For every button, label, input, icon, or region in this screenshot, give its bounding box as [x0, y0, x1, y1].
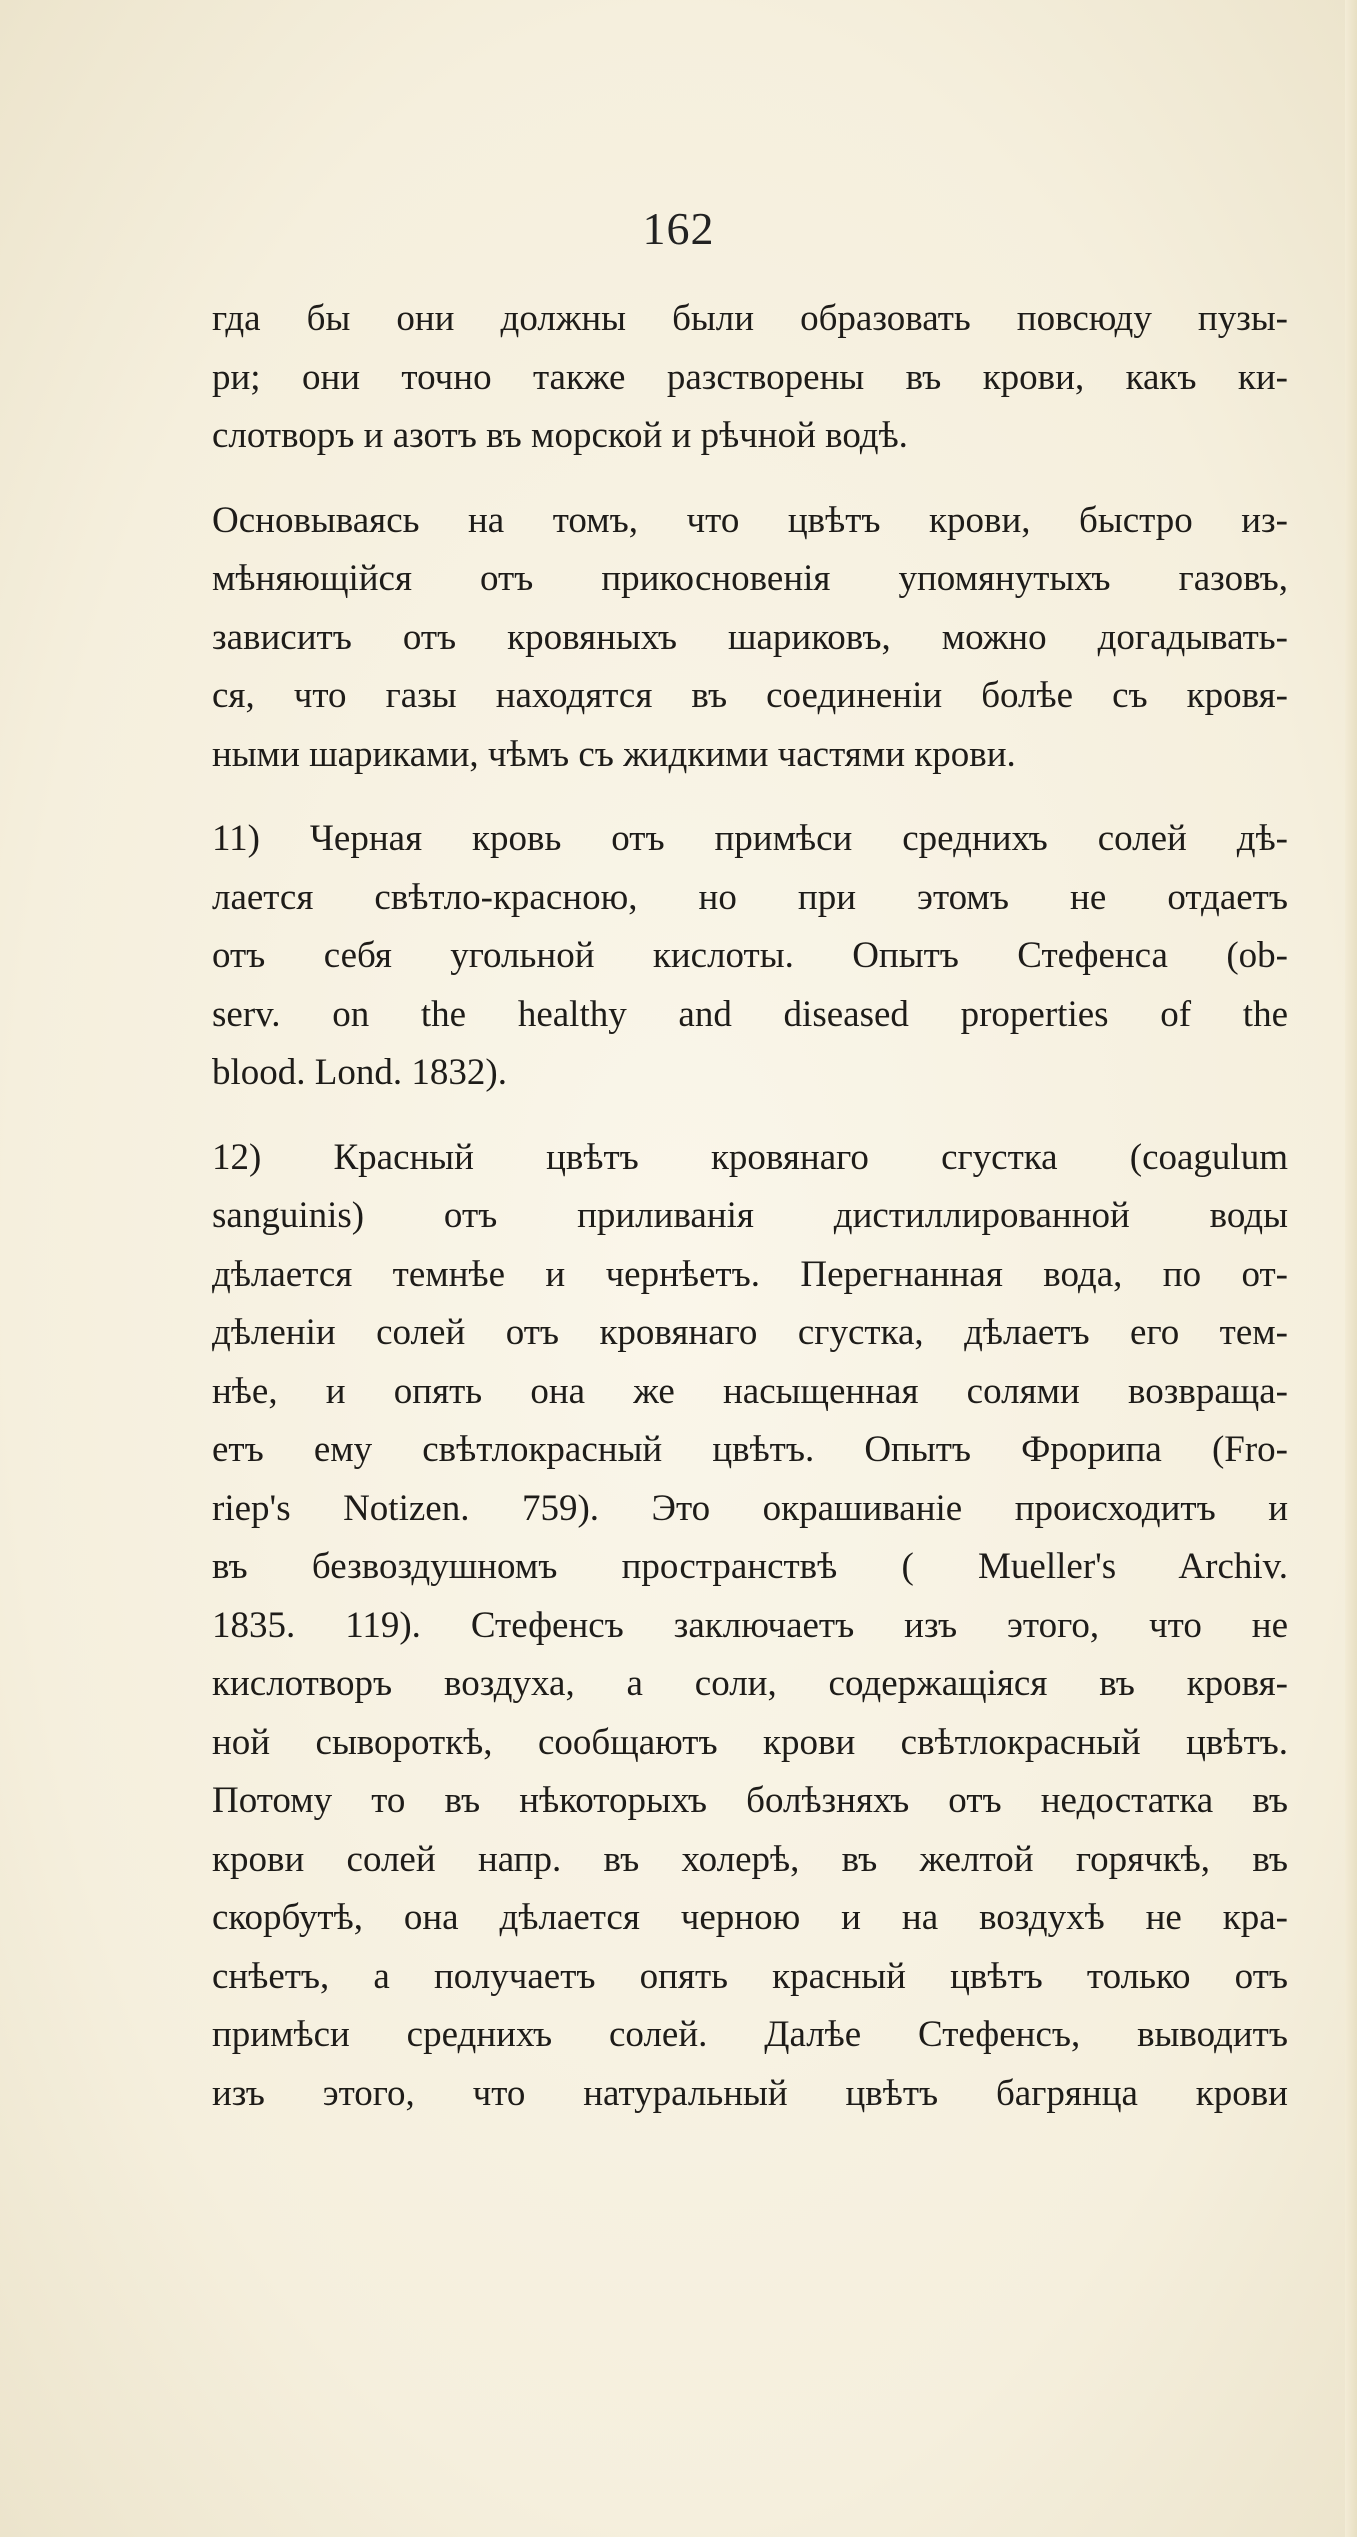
paragraph-4 — [212, 1129, 1288, 2124]
text-line: скорбутѣ, она дѣлается черною и на воздухѣ не кра- — [212, 1897, 1288, 1938]
text-line: sanguinis) отъ приливанiя дистиллированной воды — [212, 1195, 1288, 1236]
text-line: етъ ему свѣтлокрасный цвѣтъ. Опытъ Фрорипа (Fro- — [212, 1429, 1288, 1470]
text-line: riep's Notizen. 759). Это окрашиванiе происходитъ и — [212, 1487, 1288, 1529]
text-line: дѣлается темнѣе и чернѣетъ. Перегнанная вода, по от- — [212, 1253, 1288, 1295]
paragraph-3 — [212, 810, 1288, 1103]
paragraph-1 — [212, 290, 1288, 466]
text-line: Потому то въ нѣкоторыхъ болѣзняхъ отъ недостатка въ — [212, 1780, 1288, 1821]
text-line: ной сывороткѣ, сообщаютъ крови свѣтлокрасный цвѣтъ. — [212, 1721, 1288, 1763]
paragraph-2 — [212, 492, 1288, 785]
text-line: зависитъ отъ кровяныхъ шариковъ, можно догадывать- — [212, 616, 1288, 658]
text-line: гда бы они должны были образовать повсюду пузы- — [212, 298, 1288, 339]
text-line: слотворъ и азотъ въ морской и рѣчной водѣ. — [212, 415, 908, 456]
text-line: 1835. 119). Стефенсъ заключаетъ изъ этого, что не — [212, 1604, 1288, 1646]
body-text — [212, 290, 1288, 2123]
text-line: Основываясь на томъ, что цвѣтъ крови, быстро из- — [212, 499, 1288, 541]
text-line: дѣленiи солей отъ кровянаго сгустка, дѣлаетъ его тем- — [212, 1312, 1288, 1353]
page-number: 162 — [642, 203, 715, 254]
text-line: кислотворъ воздуха, а соли, содержащiяся въ кровя- — [212, 1663, 1288, 1704]
text-line: нѣе, и опять она же насыщенная солями возвраща- — [212, 1370, 1288, 1412]
text-line: 11) Черная кровь отъ примѣси среднихъ солей дѣ- — [212, 818, 1288, 859]
text-line: въ безвоздушномъ пространствѣ ( Mueller's Archiv. — [212, 1546, 1288, 1587]
text-line: отъ себя угольной кислоты. Опытъ Стефенса (ob- — [212, 935, 1288, 976]
text-line: крови солей напр. въ холерѣ, въ желтой горячкѣ, въ — [212, 1838, 1288, 1880]
text-line: лается свѣтло-красною, но при этомъ не отдаетъ — [212, 876, 1288, 918]
text-line: изъ этого, что натуральный цвѣтъ багрянца крови — [212, 2072, 1288, 2114]
text-line: снѣетъ, а получаетъ опять красный цвѣтъ только отъ — [212, 1955, 1288, 1997]
page-edge — [1345, 0, 1357, 2537]
text-line: примѣси среднихъ солей. Далѣе Стефенсъ, выводитъ — [212, 2014, 1288, 2055]
text-line: 12) Красный цвѣтъ кровянаго сгустка (coagulum — [212, 1136, 1288, 1178]
text-line: ными шариками, чѣмъ съ жидкими частями крови. — [212, 733, 1016, 775]
text-line: ся, что газы находятся въ соединенiи болѣе съ кровя- — [212, 675, 1288, 716]
text-line: ри; они точно также разстворены въ крови, какъ ки- — [212, 356, 1288, 398]
text-line: blood. Lond. 1832). — [212, 1052, 507, 1093]
text-line: serv. on the healthy and diseased properties of the — [212, 993, 1288, 1035]
text-line: мѣняющiйся отъ прикосновенiя упомянутыхъ газовъ, — [212, 558, 1288, 599]
